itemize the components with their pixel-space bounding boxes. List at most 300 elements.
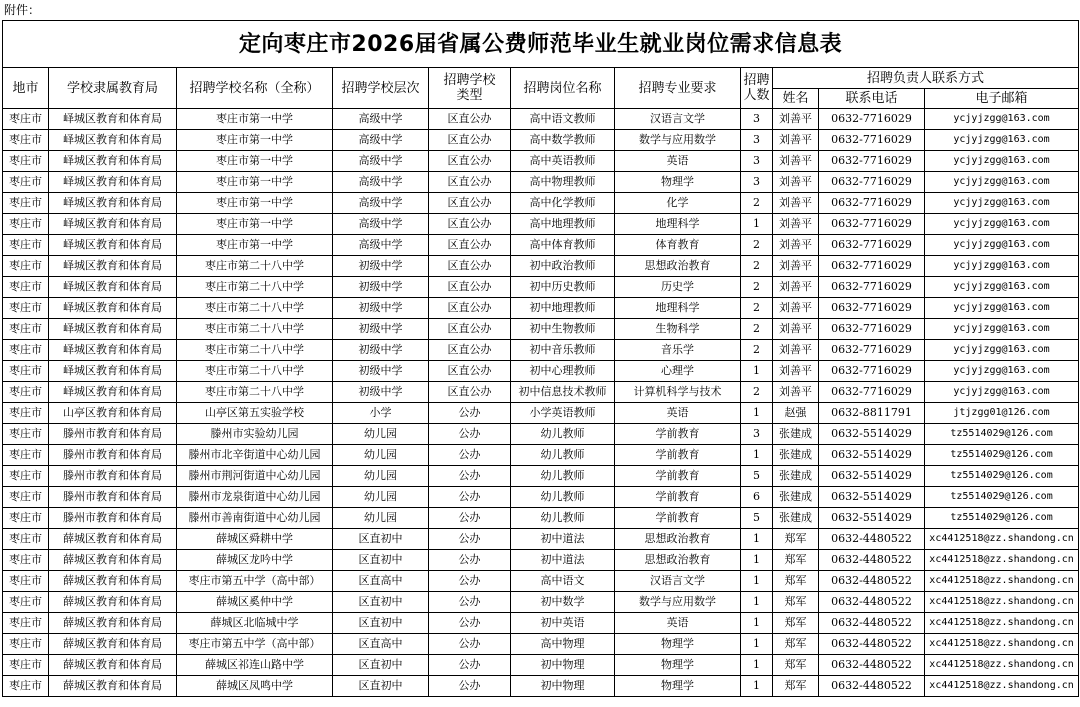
cell-school: 滕州市实验幼儿园 — [177, 424, 333, 445]
table-row — [3, 130, 1079, 151]
cell-school: 枣庄市第一中学 — [177, 235, 333, 256]
cell-phone: 0632-5514029 — [819, 487, 925, 508]
cell-school: 枣庄市第五中学（高中部） — [177, 634, 333, 655]
cell-phone: 0632-7716029 — [819, 319, 925, 340]
cell-school: 枣庄市第二十八中学 — [177, 319, 333, 340]
cell-position: 高中物理 — [511, 634, 615, 655]
cell-level: 区直高中 — [333, 634, 429, 655]
cell-type: 区直公办 — [429, 214, 511, 235]
cell-position: 高中语文教师 — [511, 109, 615, 130]
cell-position: 高中化学教师 — [511, 193, 615, 214]
cell-school: 滕州市龙泉街道中心幼儿园 — [177, 487, 333, 508]
cell-bureau: 薛城区教育和体育局 — [49, 592, 177, 613]
cell-email: ycjyjzgg@163.com — [925, 256, 1079, 277]
cell-bureau: 峄城区教育和体育局 — [49, 151, 177, 172]
cell-type: 公办 — [429, 487, 511, 508]
cell-position: 高中英语教师 — [511, 151, 615, 172]
cell-count: 1 — [741, 676, 773, 697]
cell-email: xc4412518@zz.shandong.cn — [925, 529, 1079, 550]
cell-major: 英语 — [615, 613, 741, 634]
cell-major: 地理科学 — [615, 214, 741, 235]
cell-city: 枣庄市 — [3, 130, 49, 151]
cell-position: 幼儿教师 — [511, 445, 615, 466]
cell-count: 1 — [741, 529, 773, 550]
cell-email: xc4412518@zz.shandong.cn — [925, 592, 1079, 613]
cell-school: 枣庄市第五中学（高中部） — [177, 571, 333, 592]
table-row — [3, 193, 1079, 214]
cell-bureau: 峄城区教育和体育局 — [49, 109, 177, 130]
cell-major: 思想政治教育 — [615, 550, 741, 571]
cell-count: 2 — [741, 382, 773, 403]
cell-bureau: 薛城区教育和体育局 — [49, 529, 177, 550]
cell-phone: 0632-4480522 — [819, 676, 925, 697]
cell-city: 枣庄市 — [3, 424, 49, 445]
cell-email: xc4412518@zz.shandong.cn — [925, 613, 1079, 634]
cell-bureau: 山亭区教育和体育局 — [49, 403, 177, 424]
cell-type: 公办 — [429, 550, 511, 571]
cell-school: 薛城区龙吟中学 — [177, 550, 333, 571]
cell-major: 历史学 — [615, 277, 741, 298]
table-row — [3, 466, 1079, 487]
table-row — [3, 529, 1079, 550]
cell-email: tz5514029@126.com — [925, 508, 1079, 529]
cell-position: 初中地理教师 — [511, 298, 615, 319]
cell-school: 枣庄市第二十八中学 — [177, 361, 333, 382]
cell-email: ycjyjzgg@163.com — [925, 151, 1079, 172]
cell-school: 滕州市北辛街道中心幼儿园 — [177, 445, 333, 466]
cell-level: 初级中学 — [333, 277, 429, 298]
cell-email: ycjyjzgg@163.com — [925, 214, 1079, 235]
cell-count: 3 — [741, 151, 773, 172]
table-row — [3, 214, 1079, 235]
cell-count: 3 — [741, 172, 773, 193]
cell-phone: 0632-5514029 — [819, 424, 925, 445]
table-row — [3, 340, 1079, 361]
cell-phone: 0632-4480522 — [819, 634, 925, 655]
cell-city: 枣庄市 — [3, 466, 49, 487]
cell-contact-name: 赵强 — [773, 403, 819, 424]
cell-bureau: 薛城区教育和体育局 — [49, 613, 177, 634]
cell-city: 枣庄市 — [3, 235, 49, 256]
cell-level: 高级中学 — [333, 151, 429, 172]
cell-level: 初级中学 — [333, 298, 429, 319]
cell-phone: 0632-7716029 — [819, 277, 925, 298]
cell-contact-name: 刘善平 — [773, 340, 819, 361]
cell-position: 初中政治教师 — [511, 256, 615, 277]
cell-email: ycjyjzgg@163.com — [925, 361, 1079, 382]
table-row — [3, 277, 1079, 298]
cell-bureau: 滕州市教育和体育局 — [49, 424, 177, 445]
cell-count: 1 — [741, 550, 773, 571]
cell-city: 枣庄市 — [3, 571, 49, 592]
cell-city: 枣庄市 — [3, 445, 49, 466]
cell-contact-name: 郑军 — [773, 550, 819, 571]
recruitment-table — [2, 20, 1079, 697]
table-row — [3, 508, 1079, 529]
header-position: 招聘岗位名称 — [511, 68, 615, 109]
cell-contact-name: 刘善平 — [773, 256, 819, 277]
cell-bureau: 峄城区教育和体育局 — [49, 361, 177, 382]
cell-school: 薛城区祁连山路中学 — [177, 655, 333, 676]
header-major: 招聘专业要求 — [615, 68, 741, 109]
cell-contact-name: 张建成 — [773, 466, 819, 487]
cell-phone: 0632-4480522 — [819, 550, 925, 571]
table-row — [3, 319, 1079, 340]
cell-level: 高级中学 — [333, 235, 429, 256]
cell-contact-name: 刘善平 — [773, 172, 819, 193]
cell-type: 公办 — [429, 592, 511, 613]
cell-email: xc4412518@zz.shandong.cn — [925, 676, 1079, 697]
table-row — [3, 109, 1079, 130]
page-title: 定向枣庄市2026届省属公费师范毕业生就业岗位需求信息表 — [3, 21, 1079, 68]
cell-email: ycjyjzgg@163.com — [925, 277, 1079, 298]
cell-major: 学前教育 — [615, 445, 741, 466]
cell-major: 思想政治教育 — [615, 256, 741, 277]
cell-school: 薛城区北临城中学 — [177, 613, 333, 634]
cell-level: 初级中学 — [333, 361, 429, 382]
cell-position: 初中音乐教师 — [511, 340, 615, 361]
table-row — [3, 382, 1079, 403]
cell-level: 区直高中 — [333, 571, 429, 592]
cell-position: 初中信息技术教师 — [511, 382, 615, 403]
cell-email: ycjyjzgg@163.com — [925, 298, 1079, 319]
cell-level: 高级中学 — [333, 214, 429, 235]
cell-phone: 0632-7716029 — [819, 193, 925, 214]
cell-contact-name: 刘善平 — [773, 109, 819, 130]
cell-email: xc4412518@zz.shandong.cn — [925, 634, 1079, 655]
cell-city: 枣庄市 — [3, 592, 49, 613]
cell-city: 枣庄市 — [3, 613, 49, 634]
cell-bureau: 薛城区教育和体育局 — [49, 676, 177, 697]
table-row — [3, 424, 1079, 445]
cell-contact-name: 刘善平 — [773, 382, 819, 403]
cell-major: 物理学 — [615, 634, 741, 655]
header-name: 姓名 — [773, 89, 819, 109]
cell-contact-name: 刘善平 — [773, 151, 819, 172]
table-row — [3, 298, 1079, 319]
cell-level: 初级中学 — [333, 340, 429, 361]
cell-email: ycjyjzgg@163.com — [925, 130, 1079, 151]
cell-contact-name: 郑军 — [773, 634, 819, 655]
cell-contact-name: 张建成 — [773, 487, 819, 508]
cell-bureau: 峄城区教育和体育局 — [49, 340, 177, 361]
cell-major: 地理科学 — [615, 298, 741, 319]
header-email: 电子邮箱 — [925, 89, 1079, 109]
cell-school: 枣庄市第一中学 — [177, 193, 333, 214]
cell-major: 物理学 — [615, 676, 741, 697]
cell-type: 区直公办 — [429, 319, 511, 340]
cell-bureau: 滕州市教育和体育局 — [49, 445, 177, 466]
cell-school: 枣庄市第一中学 — [177, 109, 333, 130]
cell-position: 幼儿教师 — [511, 424, 615, 445]
cell-bureau: 薛城区教育和体育局 — [49, 550, 177, 571]
cell-type: 区直公办 — [429, 298, 511, 319]
cell-count: 1 — [741, 445, 773, 466]
cell-count: 2 — [741, 319, 773, 340]
cell-level: 初级中学 — [333, 382, 429, 403]
cell-school: 枣庄市第一中学 — [177, 172, 333, 193]
cell-phone: 0632-8811791 — [819, 403, 925, 424]
cell-major: 学前教育 — [615, 424, 741, 445]
cell-school: 山亭区第五实验学校 — [177, 403, 333, 424]
cell-level: 初级中学 — [333, 256, 429, 277]
cell-city: 枣庄市 — [3, 403, 49, 424]
cell-major: 心理学 — [615, 361, 741, 382]
cell-bureau: 薛城区教育和体育局 — [49, 634, 177, 655]
table-row — [3, 403, 1079, 424]
cell-school: 枣庄市第二十八中学 — [177, 382, 333, 403]
table-row — [3, 235, 1079, 256]
cell-bureau: 峄城区教育和体育局 — [49, 214, 177, 235]
cell-position: 高中数学教师 — [511, 130, 615, 151]
cell-school: 薛城区舜耕中学 — [177, 529, 333, 550]
cell-level: 幼儿园 — [333, 508, 429, 529]
cell-email: ycjyjzgg@163.com — [925, 193, 1079, 214]
cell-phone: 0632-4480522 — [819, 529, 925, 550]
cell-bureau: 滕州市教育和体育局 — [49, 508, 177, 529]
header-bureau: 学校隶属教育局 — [49, 68, 177, 109]
cell-level: 幼儿园 — [333, 424, 429, 445]
cell-city: 枣庄市 — [3, 655, 49, 676]
cell-phone: 0632-5514029 — [819, 466, 925, 487]
cell-level: 高级中学 — [333, 109, 429, 130]
cell-major: 学前教育 — [615, 487, 741, 508]
cell-position: 幼儿教师 — [511, 487, 615, 508]
cell-major: 数学与应用数学 — [615, 592, 741, 613]
cell-city: 枣庄市 — [3, 214, 49, 235]
cell-count: 2 — [741, 340, 773, 361]
cell-city: 枣庄市 — [3, 550, 49, 571]
cell-type: 公办 — [429, 466, 511, 487]
cell-school: 枣庄市第二十八中学 — [177, 277, 333, 298]
cell-level: 幼儿园 — [333, 487, 429, 508]
cell-phone: 0632-4480522 — [819, 592, 925, 613]
table-row — [3, 655, 1079, 676]
cell-city: 枣庄市 — [3, 676, 49, 697]
cell-phone: 0632-4480522 — [819, 613, 925, 634]
table-row — [3, 151, 1079, 172]
cell-count: 3 — [741, 130, 773, 151]
cell-position: 初中数学 — [511, 592, 615, 613]
cell-bureau: 峄城区教育和体育局 — [49, 319, 177, 340]
cell-contact-name: 刘善平 — [773, 298, 819, 319]
cell-major: 物理学 — [615, 655, 741, 676]
cell-city: 枣庄市 — [3, 319, 49, 340]
cell-position: 高中地理教师 — [511, 214, 615, 235]
header-city: 地市 — [3, 68, 49, 109]
cell-count: 2 — [741, 235, 773, 256]
cell-level: 区直初中 — [333, 613, 429, 634]
cell-contact-name: 刘善平 — [773, 214, 819, 235]
cell-count: 5 — [741, 508, 773, 529]
cell-school: 薛城区奚仲中学 — [177, 592, 333, 613]
cell-city: 枣庄市 — [3, 277, 49, 298]
cell-count: 1 — [741, 214, 773, 235]
cell-phone: 0632-4480522 — [819, 655, 925, 676]
cell-level: 区直初中 — [333, 676, 429, 697]
cell-position: 高中物理教师 — [511, 172, 615, 193]
cell-school: 枣庄市第二十八中学 — [177, 298, 333, 319]
header-phone: 联系电话 — [819, 89, 925, 109]
cell-count: 1 — [741, 403, 773, 424]
header-type: 招聘学校类型 — [429, 68, 511, 109]
cell-bureau: 峄城区教育和体育局 — [49, 382, 177, 403]
cell-contact-name: 郑军 — [773, 529, 819, 550]
cell-bureau: 峄城区教育和体育局 — [49, 193, 177, 214]
cell-city: 枣庄市 — [3, 193, 49, 214]
cell-phone: 0632-7716029 — [819, 109, 925, 130]
cell-bureau: 滕州市教育和体育局 — [49, 466, 177, 487]
cell-count: 1 — [741, 571, 773, 592]
cell-type: 区直公办 — [429, 130, 511, 151]
cell-city: 枣庄市 — [3, 109, 49, 130]
cell-phone: 0632-7716029 — [819, 214, 925, 235]
cell-level: 区直初中 — [333, 529, 429, 550]
cell-position: 初中道法 — [511, 550, 615, 571]
cell-count: 1 — [741, 655, 773, 676]
cell-bureau: 峄城区教育和体育局 — [49, 130, 177, 151]
cell-major: 音乐学 — [615, 340, 741, 361]
cell-position: 初中生物教师 — [511, 319, 615, 340]
cell-phone: 0632-7716029 — [819, 340, 925, 361]
cell-school: 枣庄市第一中学 — [177, 130, 333, 151]
cell-count: 1 — [741, 613, 773, 634]
cell-type: 区直公办 — [429, 193, 511, 214]
cell-major: 学前教育 — [615, 508, 741, 529]
cell-count: 6 — [741, 487, 773, 508]
cell-bureau: 薛城区教育和体育局 — [49, 571, 177, 592]
cell-bureau: 峄城区教育和体育局 — [49, 277, 177, 298]
cell-position: 初中英语 — [511, 613, 615, 634]
cell-email: tz5514029@126.com — [925, 445, 1079, 466]
cell-email: xc4412518@zz.shandong.cn — [925, 550, 1079, 571]
cell-city: 枣庄市 — [3, 151, 49, 172]
cell-position: 初中历史教师 — [511, 277, 615, 298]
cell-city: 枣庄市 — [3, 508, 49, 529]
attachment-label: 附件： — [4, 3, 41, 17]
table-row — [3, 676, 1079, 697]
table-row — [3, 571, 1079, 592]
cell-email: tz5514029@126.com — [925, 424, 1079, 445]
cell-phone: 0632-7716029 — [819, 151, 925, 172]
cell-phone: 0632-5514029 — [819, 445, 925, 466]
cell-type: 公办 — [429, 571, 511, 592]
table-row — [3, 361, 1079, 382]
cell-position: 幼儿教师 — [511, 466, 615, 487]
cell-school: 枣庄市第一中学 — [177, 214, 333, 235]
cell-phone: 0632-7716029 — [819, 361, 925, 382]
cell-email: ycjyjzgg@163.com — [925, 319, 1079, 340]
cell-phone: 0632-7716029 — [819, 256, 925, 277]
cell-email: xc4412518@zz.shandong.cn — [925, 655, 1079, 676]
cell-bureau: 薛城区教育和体育局 — [49, 655, 177, 676]
cell-position: 初中道法 — [511, 529, 615, 550]
table-row — [3, 256, 1079, 277]
cell-count: 1 — [741, 592, 773, 613]
cell-type: 公办 — [429, 529, 511, 550]
header-count: 招聘人数 — [741, 68, 773, 109]
cell-email: ycjyjzgg@163.com — [925, 235, 1079, 256]
cell-email: jtjzgg01@126.com — [925, 403, 1079, 424]
cell-email: ycjyjzgg@163.com — [925, 109, 1079, 130]
cell-type: 区直公办 — [429, 256, 511, 277]
cell-count: 2 — [741, 298, 773, 319]
cell-phone: 0632-7716029 — [819, 298, 925, 319]
cell-level: 小学 — [333, 403, 429, 424]
cell-contact-name: 张建成 — [773, 508, 819, 529]
cell-contact-name: 刘善平 — [773, 130, 819, 151]
cell-position: 高中体育教师 — [511, 235, 615, 256]
cell-contact-name: 郑军 — [773, 676, 819, 697]
cell-contact-name: 郑军 — [773, 655, 819, 676]
cell-level: 区直初中 — [333, 592, 429, 613]
cell-type: 公办 — [429, 445, 511, 466]
cell-position: 初中物理 — [511, 676, 615, 697]
cell-city: 枣庄市 — [3, 361, 49, 382]
cell-count: 5 — [741, 466, 773, 487]
cell-level: 幼儿园 — [333, 445, 429, 466]
cell-position: 初中物理 — [511, 655, 615, 676]
cell-type: 区直公办 — [429, 361, 511, 382]
cell-count: 3 — [741, 424, 773, 445]
cell-city: 枣庄市 — [3, 256, 49, 277]
cell-bureau: 峄城区教育和体育局 — [49, 298, 177, 319]
cell-type: 区直公办 — [429, 109, 511, 130]
cell-email: tz5514029@126.com — [925, 487, 1079, 508]
cell-bureau: 峄城区教育和体育局 — [49, 172, 177, 193]
cell-major: 汉语言文学 — [615, 109, 741, 130]
cell-major: 物理学 — [615, 172, 741, 193]
cell-school: 枣庄市第二十八中学 — [177, 256, 333, 277]
cell-bureau: 峄城区教育和体育局 — [49, 235, 177, 256]
cell-phone: 0632-4480522 — [819, 571, 925, 592]
cell-level: 区直初中 — [333, 655, 429, 676]
cell-type: 公办 — [429, 676, 511, 697]
cell-phone: 0632-5514029 — [819, 508, 925, 529]
cell-school: 枣庄市第二十八中学 — [177, 340, 333, 361]
cell-email: ycjyjzgg@163.com — [925, 340, 1079, 361]
cell-major: 英语 — [615, 403, 741, 424]
cell-position: 幼儿教师 — [511, 508, 615, 529]
table-row — [3, 445, 1079, 466]
table-row — [3, 487, 1079, 508]
header-level: 招聘学校层次 — [333, 68, 429, 109]
cell-email: xc4412518@zz.shandong.cn — [925, 571, 1079, 592]
cell-type: 区直公办 — [429, 277, 511, 298]
cell-contact-name: 刘善平 — [773, 319, 819, 340]
cell-phone: 0632-7716029 — [819, 382, 925, 403]
table-body — [3, 109, 1079, 697]
cell-type: 区直公办 — [429, 235, 511, 256]
cell-contact-name: 刘善平 — [773, 361, 819, 382]
cell-city: 枣庄市 — [3, 487, 49, 508]
cell-email: ycjyjzgg@163.com — [925, 382, 1079, 403]
cell-type: 区直公办 — [429, 340, 511, 361]
cell-level: 高级中学 — [333, 130, 429, 151]
cell-contact-name: 刘善平 — [773, 277, 819, 298]
table-row — [3, 634, 1079, 655]
cell-contact-name: 郑军 — [773, 571, 819, 592]
cell-level: 高级中学 — [333, 193, 429, 214]
cell-count: 1 — [741, 361, 773, 382]
cell-count: 2 — [741, 256, 773, 277]
cell-city: 枣庄市 — [3, 382, 49, 403]
cell-major: 学前教育 — [615, 466, 741, 487]
cell-major: 数学与应用数学 — [615, 130, 741, 151]
cell-major: 思想政治教育 — [615, 529, 741, 550]
cell-position: 初中心理教师 — [511, 361, 615, 382]
cell-contact-name: 张建成 — [773, 445, 819, 466]
